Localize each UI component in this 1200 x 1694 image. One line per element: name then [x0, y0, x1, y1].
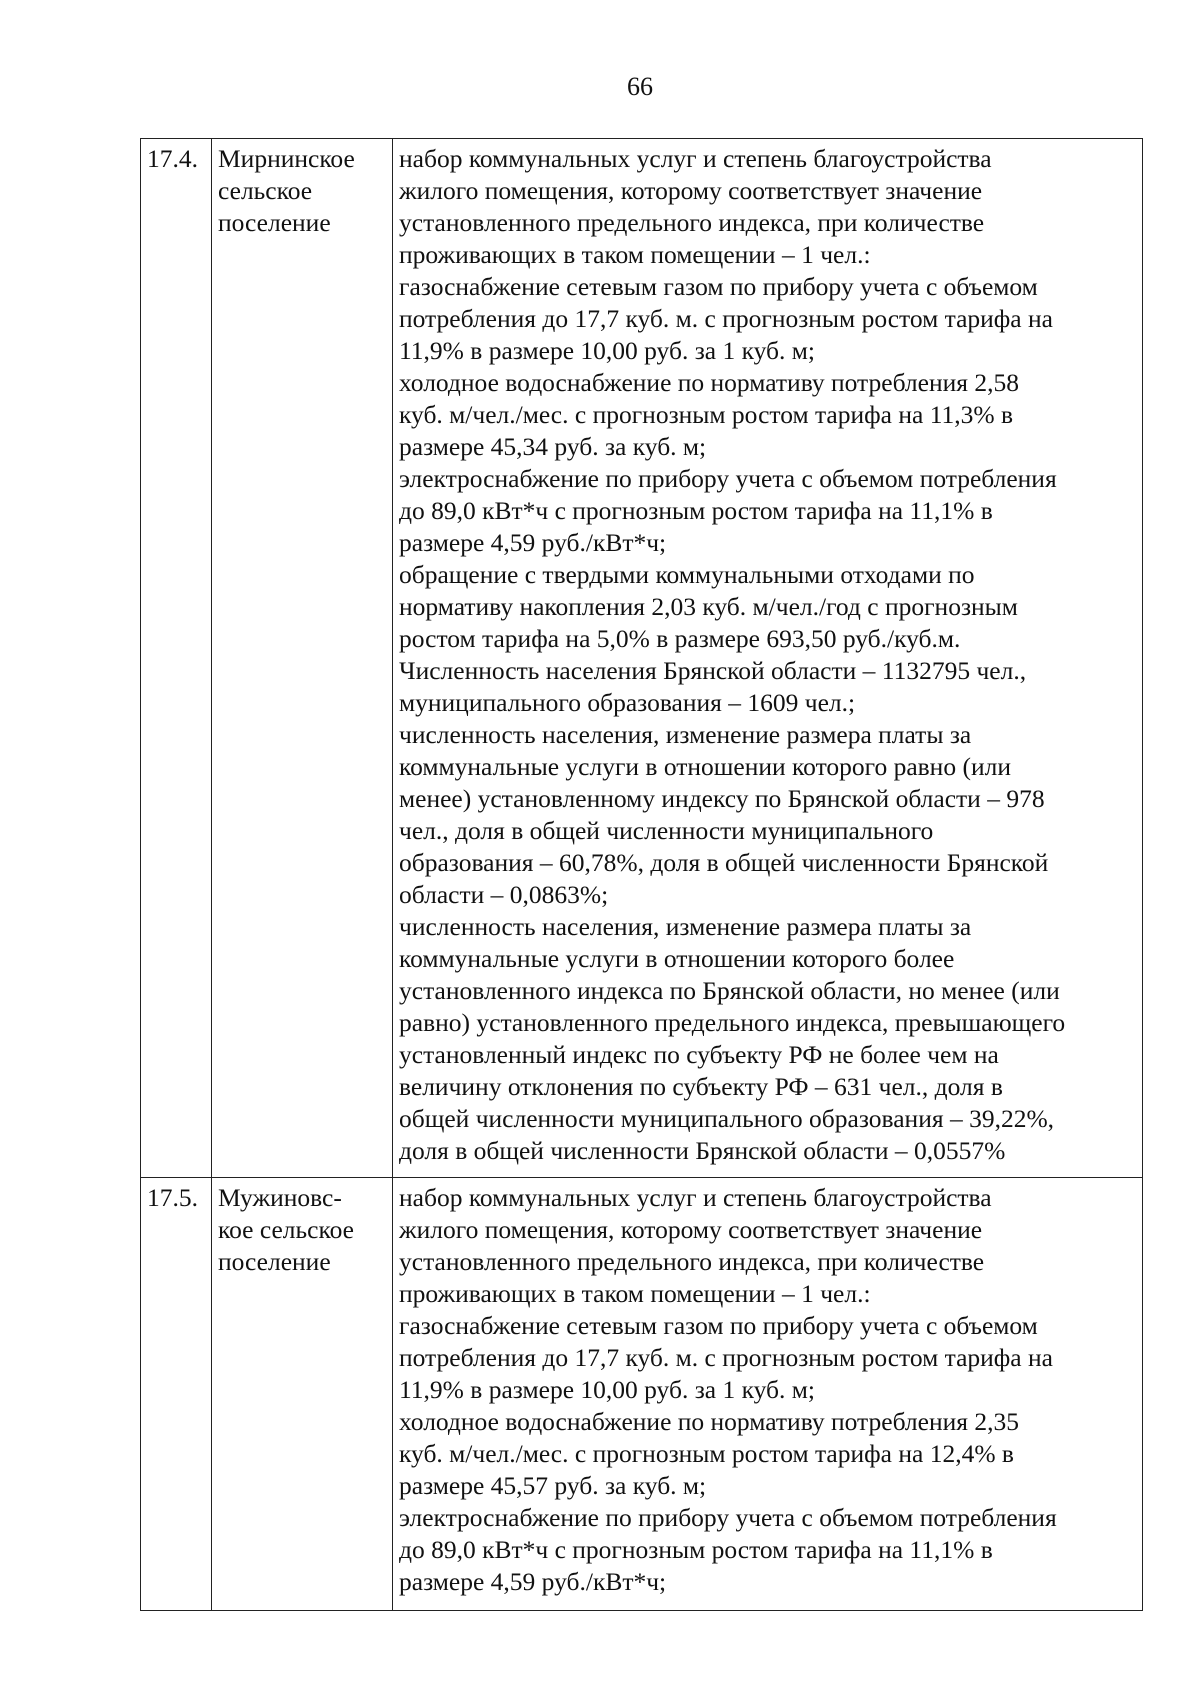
text-line: потребления до 17,7 куб. м. с прогнозным ростом тарифа на [399, 1343, 1053, 1372]
text-line: установленный индекс по субъекту РФ не более чем на [399, 1040, 999, 1069]
text-line: до 89,0 кВт*ч с прогнозным ростом тарифа на 11,1% в [399, 1535, 993, 1564]
text-line: нормативу накопления 2,03 куб. м/чел./год с прогнозным [399, 592, 1018, 621]
text-line: размере 45,34 руб. за куб. м; [399, 432, 707, 461]
text-line: поселение [218, 208, 331, 237]
text-line: чел., доля в общей численности муниципального [399, 816, 934, 845]
settlement-name [212, 1178, 393, 1611]
text-line: обращение с твердыми коммунальными отходами по [399, 560, 975, 589]
text-line: куб. м/чел./мес. с прогнозным ростом тарифа на 11,3% в [399, 400, 1014, 429]
text-line: сельское [218, 176, 313, 205]
text-line: равно) установленного предельного индекса, превышающего [399, 1008, 1066, 1037]
settlement-description [393, 139, 1143, 1178]
text-line: жилого помещения, которому соответствует значение [399, 1215, 983, 1244]
settlement-name [212, 139, 393, 1178]
text-line: набор коммунальных услуг и степень благоустройства [399, 1183, 992, 1212]
text-line: общей численности муниципального образования – 39,22%, [399, 1104, 1055, 1133]
text-line: ростом тарифа на 5,0% в размере 693,50 руб./куб.м. [399, 624, 961, 653]
text-line: Мирнинское [218, 144, 355, 173]
table-row [141, 1178, 1143, 1611]
table-row [141, 139, 1143, 1178]
text-line: установленного предельного индекса, при количестве [399, 1247, 985, 1276]
text-line: куб. м/чел./мес. с прогнозным ростом тарифа на 12,4% в [399, 1439, 1014, 1468]
text-line: менее) установленному индексу по Брянской области – 978 [399, 784, 1045, 813]
text-line: холодное водоснабжение по нормативу потребления 2,35 [399, 1407, 1019, 1436]
text-line: газоснабжение сетевым газом по прибору учета с объемом [399, 1311, 1038, 1340]
tariff-table [140, 138, 1143, 1611]
text-line: проживающих в таком помещении – 1 чел.: [399, 240, 871, 269]
text-line: 11,9% в размере 10,00 руб. за 1 куб. м; [399, 336, 815, 365]
row-number: 17.4. [141, 139, 212, 1178]
text-line: муниципального образования – 1609 чел.; [399, 688, 856, 717]
text-line: размере 4,59 руб./кВт*ч; [399, 1567, 667, 1596]
text-line: коммунальные услуги в отношении которого равно (или [399, 752, 1011, 781]
text-line: 11,9% в размере 10,00 руб. за 1 куб. м; [399, 1375, 815, 1404]
text-line: до 89,0 кВт*ч с прогнозным ростом тарифа на 11,1% в [399, 496, 993, 525]
text-line: набор коммунальных услуг и степень благоустройства [399, 144, 992, 173]
text-line: проживающих в таком помещении – 1 чел.: [399, 1279, 871, 1308]
text-line: области – 0,0863%; [399, 880, 609, 909]
page-number: 66 [627, 72, 653, 101]
text-line: образования – 60,78%, доля в общей численности Брянской [399, 848, 1049, 877]
text-line: численность населения, изменение размера платы за [399, 912, 972, 941]
text-line: кое сельское [218, 1215, 354, 1244]
text-line: размере 45,57 руб. за куб. м; [399, 1471, 707, 1500]
text-line: потребления до 17,7 куб. м. с прогнозным ростом тарифа на [399, 304, 1053, 333]
row-number: 17.5. [141, 1178, 212, 1611]
text-line: установленного предельного индекса, при количестве [399, 208, 985, 237]
text-line: коммунальные услуги в отношении которого более [399, 944, 955, 973]
text-line: величину отклонения по субъекту РФ – 631 чел., доля в [399, 1072, 1003, 1101]
text-line: Мужиновс- [218, 1183, 342, 1212]
text-line: холодное водоснабжение по нормативу потребления 2,58 [399, 368, 1019, 397]
text-line: Численность населения Брянской области – 1132795 чел., [399, 656, 1027, 685]
text-line: численность населения, изменение размера платы за [399, 720, 972, 749]
text-line: электроснабжение по прибору учета с объемом потребления [399, 464, 1057, 493]
text-line: установленного индекса по Брянской области, но менее (или [399, 976, 1060, 1005]
text-line: электроснабжение по прибору учета с объемом потребления [399, 1503, 1057, 1532]
text-line: поселение [218, 1247, 331, 1276]
text-line: доля в общей численности Брянской области – 0,0557% [399, 1136, 1006, 1165]
text-line: жилого помещения, которому соответствует значение [399, 176, 983, 205]
settlement-description [393, 1178, 1143, 1611]
text-line: газоснабжение сетевым газом по прибору учета с объемом [399, 272, 1038, 301]
text-line: размере 4,59 руб./кВт*ч; [399, 528, 667, 557]
